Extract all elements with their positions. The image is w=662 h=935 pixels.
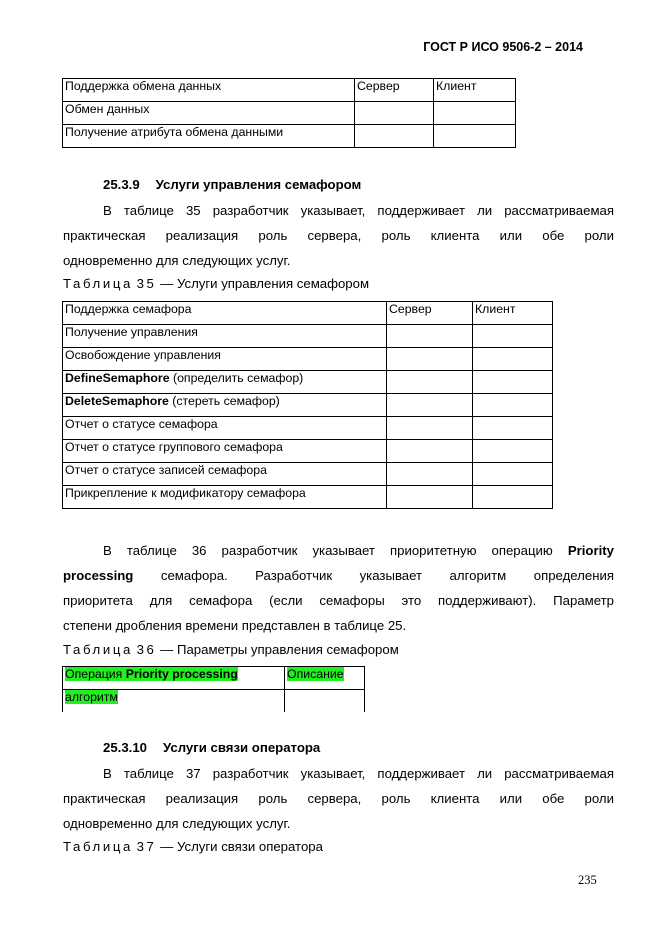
- table-cell: Получение атрибута обмена данными: [63, 125, 355, 148]
- section-heading: [103, 740, 320, 755]
- table-row: DeleteSemaphore (стереть семафор): [63, 394, 553, 417]
- table-caption: Таблица 36 — Параметры управления семафором: [63, 642, 399, 657]
- table-header-cell: Операция Priority processing: [63, 667, 285, 690]
- table-header-row: [63, 79, 516, 102]
- table-header-cell: Поддержка семафора: [63, 302, 387, 325]
- paragraph: [63, 761, 614, 836]
- table-row: Освобождение управления: [63, 348, 553, 371]
- table-cell: Обмен данных: [63, 102, 355, 125]
- table-cell: [285, 690, 365, 713]
- section-title: Услуги управления семафором: [155, 177, 362, 192]
- section-heading: [103, 177, 361, 192]
- section-number: 25.3.9: [103, 177, 140, 192]
- table-row: Отчет о статусе семафора: [63, 417, 553, 440]
- paragraph-line: В таблице 37 разработчик указывает, поддерживает ли рассматриваемая: [103, 766, 614, 781]
- paragraph-line: практическая реализация роль сервера, роль клиента или обе роли: [63, 228, 614, 243]
- table-row: Получение управления: [63, 325, 553, 348]
- paragraph-line: степени дробления времени представлен в таблице 25.: [63, 618, 407, 633]
- page-number: 235: [578, 873, 597, 887]
- table-row: [63, 102, 516, 125]
- paragraph-line: В таблице 35 разработчик указывает, поддерживает ли рассматриваемая: [103, 203, 614, 218]
- table-header-row: [63, 302, 553, 325]
- paragraph-line: практическая реализация роль сервера, роль клиента или обе роли: [63, 791, 614, 806]
- semaphore-parameters-table: [62, 666, 365, 712]
- paragraph: [63, 198, 614, 273]
- paragraph-line: одновременно для следующих услуг.: [63, 253, 291, 268]
- table-cell: [355, 102, 434, 125]
- paragraph-line: одновременно для следующих услуг.: [63, 816, 291, 831]
- table-header-cell: Поддержка обмена данных: [63, 79, 355, 102]
- table-row: Отчет о статусе группового семафора: [63, 440, 553, 463]
- paragraph-line: processing семафора. Разработчик указывает алгоритм определения: [63, 568, 614, 583]
- document-header: ГОСТ Р ИСО 9506-2 – 2014: [423, 40, 583, 54]
- paragraph-line: В таблице 36 разработчик указывает приоритетную операцию Priority: [103, 543, 614, 558]
- paragraph-line: приоритета для семафора (если семафоры это поддерживают). Параметр: [63, 593, 614, 608]
- table-row: DefineSemaphore (определить семафор): [63, 371, 553, 394]
- table-caption: Таблица 37 — Услуги связи оператора: [63, 839, 323, 854]
- table-header-cell: Описание: [285, 667, 365, 690]
- table-row: [63, 125, 516, 148]
- table-header-cell: Клиент: [434, 79, 516, 102]
- semaphore-services-table: [62, 301, 553, 509]
- table-row: Отчет о статусе записей семафора: [63, 463, 553, 486]
- table-cell: [355, 125, 434, 148]
- section-number: 25.3.10: [103, 740, 147, 755]
- table-cell: [434, 125, 516, 148]
- table-header-row: [63, 667, 365, 690]
- table-cell: алгоритм: [63, 690, 285, 713]
- paragraph: [63, 538, 614, 638]
- table-header-cell: Сервер: [355, 79, 434, 102]
- table-row: [63, 690, 365, 713]
- table-caption: Таблица 35 — Услуги управления семафором: [63, 276, 370, 291]
- table-header-cell: Клиент: [473, 302, 553, 325]
- table-header-cell: Сервер: [387, 302, 473, 325]
- table-cell: [434, 102, 516, 125]
- section-title: Услуги связи оператора: [163, 740, 321, 755]
- data-exchange-table: [62, 78, 516, 148]
- table-row: Прикрепление к модификатору семафора: [63, 486, 553, 509]
